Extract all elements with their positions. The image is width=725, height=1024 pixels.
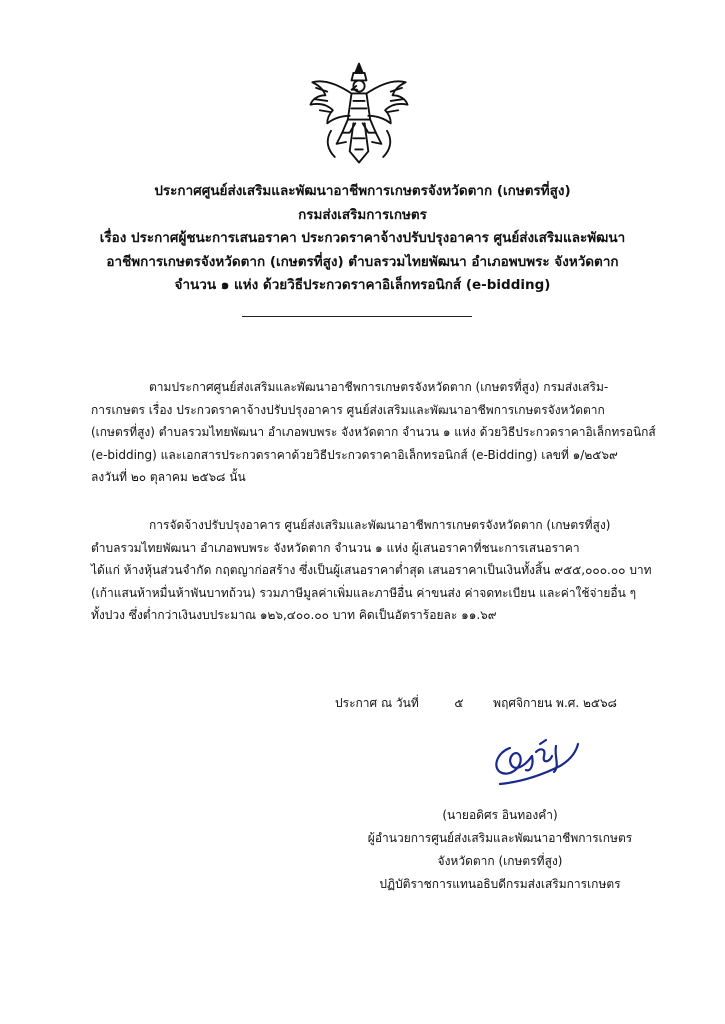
paragraph-line: การจัดจ้างปรับปรุงอาคาร ศูนย์ส่งเสริมและพัฒนาอาชีพการเกษตรจังหวัดตาก (เกษตรที่สูง) — [149, 518, 611, 532]
paragraph-line: ลงวันที่ ๒๐ ตุลาคม ๒๕๖๘ นั้น — [91, 470, 246, 484]
paragraph-line: ตามประกาศศูนย์ส่งเสริมและพัฒนาอาชีพการเกษตรจังหวัดตาก (เกษตรที่สูง) กรมส่งเสริม- — [149, 380, 609, 394]
heading-office-line: ประกาศศูนย์ส่งเสริมและพัฒนาอาชีพการเกษตรจังหวัดตาก (เกษตรที่สูง) — [154, 183, 571, 199]
signer-block — [315, 804, 685, 896]
paragraph-line: ตำบลรวมไทยพัฒนา อำเภอพบพระ จังหวัดตาก จำนวน ๑ แห่ง ผู้เสนอราคาที่ชนะการเสนอราคา — [91, 540, 580, 555]
announcement-heading — [60, 180, 665, 298]
signer-title-line-2: จังหวัดตาก (เกษตรที่สูง) — [437, 854, 563, 868]
paragraph-line: (เกษตรที่สูง) ตำบลรวมไทยพัฒนา อำเภอพบพระ จังหวัดตาก จำนวน ๑ แห่ง ด้วยวิธีประกวดราคาอิเล็กทรอนิกส์ — [91, 425, 656, 439]
paragraph-line: (e-bidding) และเอกสารประกวดราคาด้วยวิธีประกวดราคาอิเล็กทรอนิกส์ (e-Bidding) เลขที่ ๑/๒๕๖๙ — [91, 447, 618, 462]
dateline-prefix: ประกาศ ณ วันที่ — [335, 696, 419, 710]
paragraph-line: การเกษตร เรื่อง ประกวดราคาจ้างปรับปรุงอาคาร ศูนย์ส่งเสริมและพัฒนาอาชีพการเกษตรจังหวัดตาก — [91, 402, 605, 417]
garuda-emblem-icon — [303, 58, 415, 170]
heading-department-line: กรมส่งเสริมการเกษตร — [298, 206, 427, 223]
paragraph-line: ทั้งปวง ซึ่งต่ำกว่าเงินงบประมาณ ๑๒๖,๔๐๐.๐๐ บาท คิดเป็นอัตราร้อยละ ๑๑.๖๙ — [91, 608, 497, 622]
signer-title-line-3: ปฏิบัติราชการแทนอธิบดีกรมส่งเสริมการเกษตร — [379, 877, 621, 891]
signer-name: (นายอดิศร อินทองคำ) — [442, 808, 558, 822]
announcement-dateline — [335, 693, 665, 713]
dateline-day: ๕ — [454, 696, 464, 710]
paragraph-line: ได้แก่ ห้างหุ้นส่วนจำกัด กฤตญาก่อสร้าง ซึ่งเป็นผู้เสนอราคาต่ำสุด เสนอราคาเป็นเงินทั้งสิ้น ๙๕๕,๐๐๐.๐๐ บาท — [91, 563, 652, 577]
paragraph-line: (เก้าแสนห้าหมื่นห้าพันบาทถ้วน) รวมภาษีมูลค่าเพิ่มและภาษีอื่น ค่าขนส่ง ค่าจดทะเบียน และค่าใช้จ่ายอื่น ๆ — [91, 585, 637, 600]
heading-subject-line-1: เรื่อง ประกาศผู้ชนะการเสนอราคา ประกวดราคาจ้างปรับปรุงอาคาร ศูนย์ส่งเสริมและพัฒนา — [99, 230, 626, 246]
handwritten-signature — [480, 726, 590, 796]
heading-divider — [242, 316, 472, 317]
dateline-month-year: พฤศจิกายน พ.ศ. ๒๕๖๘ — [493, 696, 617, 710]
heading-subject-line-3: จำนวน ๑ แห่ง ด้วยวิธีประกวดราคาอิเล็กทรอนิกส์ (e-bidding) — [174, 277, 551, 293]
signer-title-line-1: ผู้อำนวยการศูนย์ส่งเสริมและพัฒนาอาชีพการเกษตร — [367, 831, 633, 845]
body-paragraph-1 — [91, 376, 656, 489]
heading-subject-line-2: อาชีพการเกษตรจังหวัดตาก (เกษตรที่สูง) ตำบลรวมไทยพัฒนา อำเภอพบพระ จังหวัดตาก — [106, 253, 619, 270]
body-paragraph-2 — [91, 514, 652, 627]
